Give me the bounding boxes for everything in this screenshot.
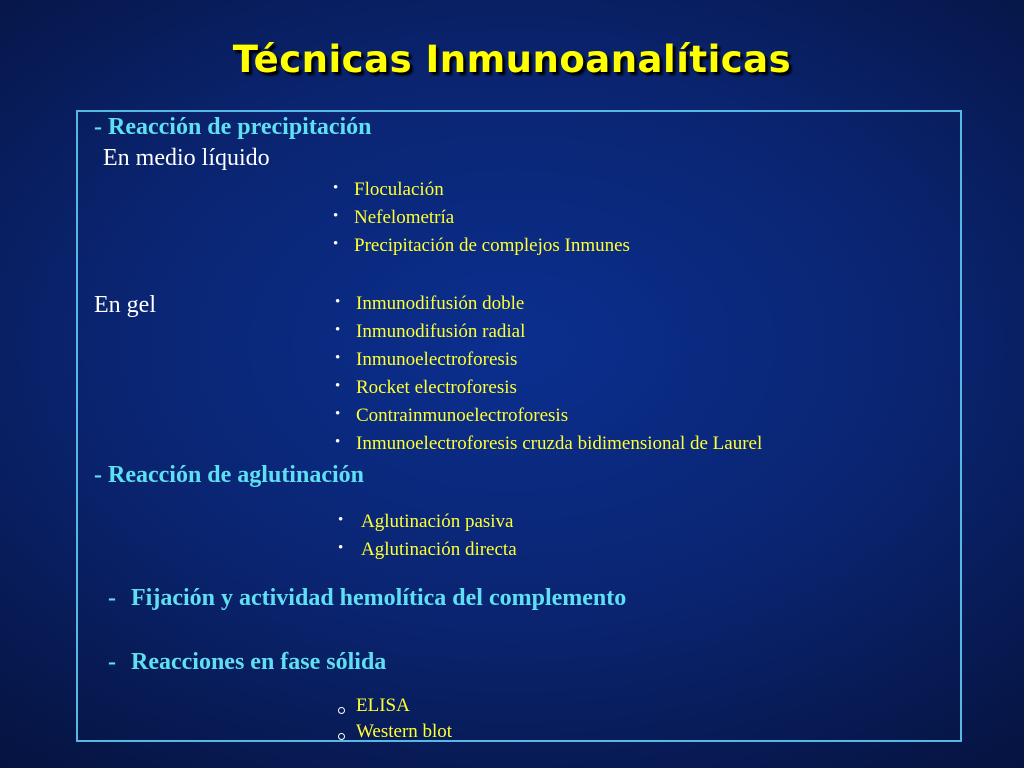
dash-fase-solida: -	[108, 649, 116, 675]
heading-complemento: Fijación y actividad hemolítica del complemento	[131, 585, 627, 611]
label-en-gel: En gel	[94, 292, 156, 318]
list-item-fase-solida: Western blot	[356, 721, 453, 742]
dash-complemento: -	[108, 585, 116, 611]
heading-aglutinacion: - Reacción de aglutinación	[94, 462, 364, 488]
list-item-gel: Inmunodifusión doble	[356, 293, 525, 314]
bullet-icon: •	[335, 322, 341, 338]
list-item-liquido: Floculación	[354, 179, 444, 200]
list-item-aglutinacion: Aglutinación directa	[361, 539, 517, 560]
heading-fase-solida: Reacciones en fase sólida	[131, 649, 387, 675]
bullet-icon: •	[338, 512, 344, 528]
list-item-aglutinacion: Aglutinación pasiva	[361, 511, 514, 532]
bullet-icon: •	[333, 208, 339, 224]
list-item-liquido: Nefelometría	[354, 207, 455, 228]
bullet-icon: •	[333, 180, 339, 196]
list-item-gel: Inmunodifusión radial	[356, 321, 526, 342]
slide-title: Técnicas Inmunoanalíticas	[232, 38, 792, 81]
list-item-gel: Rocket electroforesis	[356, 377, 517, 398]
bullet-icon: •	[338, 540, 344, 556]
list-item-fase-solida: ELISA	[356, 695, 410, 716]
list-item-liquido: Precipitación de complejos Inmunes	[354, 235, 630, 256]
bullet-icon: •	[335, 350, 341, 366]
circle-bullet-icon	[338, 707, 345, 714]
list-item-gel: Inmunoelectroforesis cruzda bidimensional de Laurel	[356, 433, 763, 454]
list-item-gel: Inmunoelectroforesis	[356, 349, 518, 370]
bullet-icon: •	[335, 406, 341, 422]
bullet-icon: •	[335, 294, 341, 310]
bullet-icon: •	[333, 236, 339, 252]
heading-precipitacion: - Reacción de precipitación	[94, 114, 372, 140]
circle-bullet-icon	[338, 733, 345, 740]
bullet-icon: •	[335, 378, 341, 394]
list-item-gel: Contrainmunoelectroforesis	[356, 405, 569, 426]
bullet-icon: •	[335, 434, 341, 450]
label-medio-liquido: En medio líquido	[103, 145, 270, 171]
